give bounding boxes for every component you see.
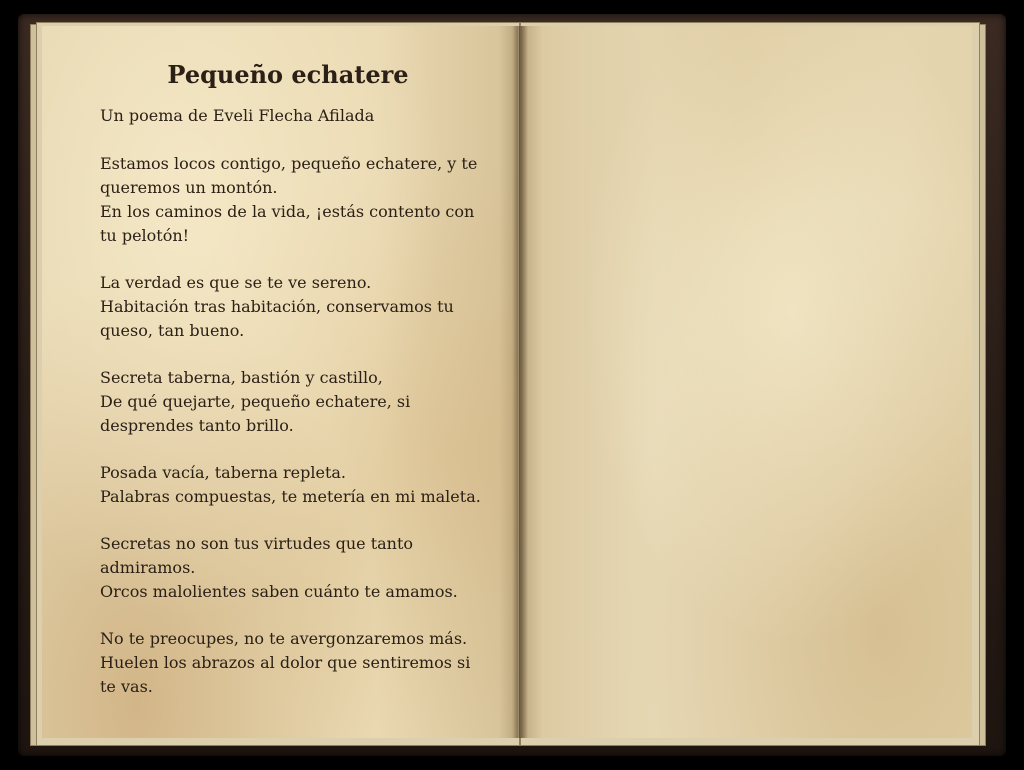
poem-line: admiramos. — [100, 558, 196, 577]
book-title: Pequeño echatere — [167, 60, 409, 89]
poem-line: En los caminos de la vida, ¡estás contento con — [100, 202, 475, 221]
poem-line: Orcos malolientes saben cuánto te amamos. — [100, 582, 458, 601]
poem-line: No te preocupes, no te avergonzaremos más. — [100, 629, 468, 648]
poem-stanza — [100, 461, 518, 509]
poem-line: queremos un montón. — [100, 178, 278, 197]
poem-stanza — [100, 152, 518, 248]
poem-body — [100, 152, 518, 722]
book-spine — [512, 26, 528, 738]
poem-line: tu pelotón! — [100, 226, 190, 245]
poem-line: Estamos locos contigo, pequeño echatere, y te — [100, 154, 478, 173]
poem-stanza — [100, 366, 518, 438]
poem-stanza — [100, 627, 518, 699]
right-page[interactable] — [520, 26, 972, 738]
poem-line: La verdad es que se te ve sereno. — [100, 273, 372, 292]
poem-line: Huelen los abrazos al dolor que sentiremos si — [100, 653, 471, 672]
poem-line: desprendes tanto brillo. — [100, 416, 294, 435]
poem-line: Palabras compuestas, te metería en mi maleta. — [100, 487, 481, 506]
poem-stanza — [100, 532, 518, 604]
poem-line: te vas. — [100, 677, 153, 696]
left-page[interactable] — [42, 26, 518, 738]
poem-line: Secretas no son tus virtudes que tanto — [100, 534, 414, 553]
poem-line: De qué quejarte, pequeño echatere, si — [100, 392, 411, 411]
poem-line: Posada vacía, taberna repleta. — [100, 463, 346, 482]
author-line: Un poema de Eveli Flecha Afilada — [100, 106, 375, 125]
poem-stanza — [100, 271, 518, 343]
poem-line: Habitación tras habitación, conservamos tu — [100, 297, 454, 316]
poem-line: queso, tan bueno. — [100, 321, 245, 340]
poem-line: Secreta taberna, bastión y castillo, — [100, 368, 383, 387]
